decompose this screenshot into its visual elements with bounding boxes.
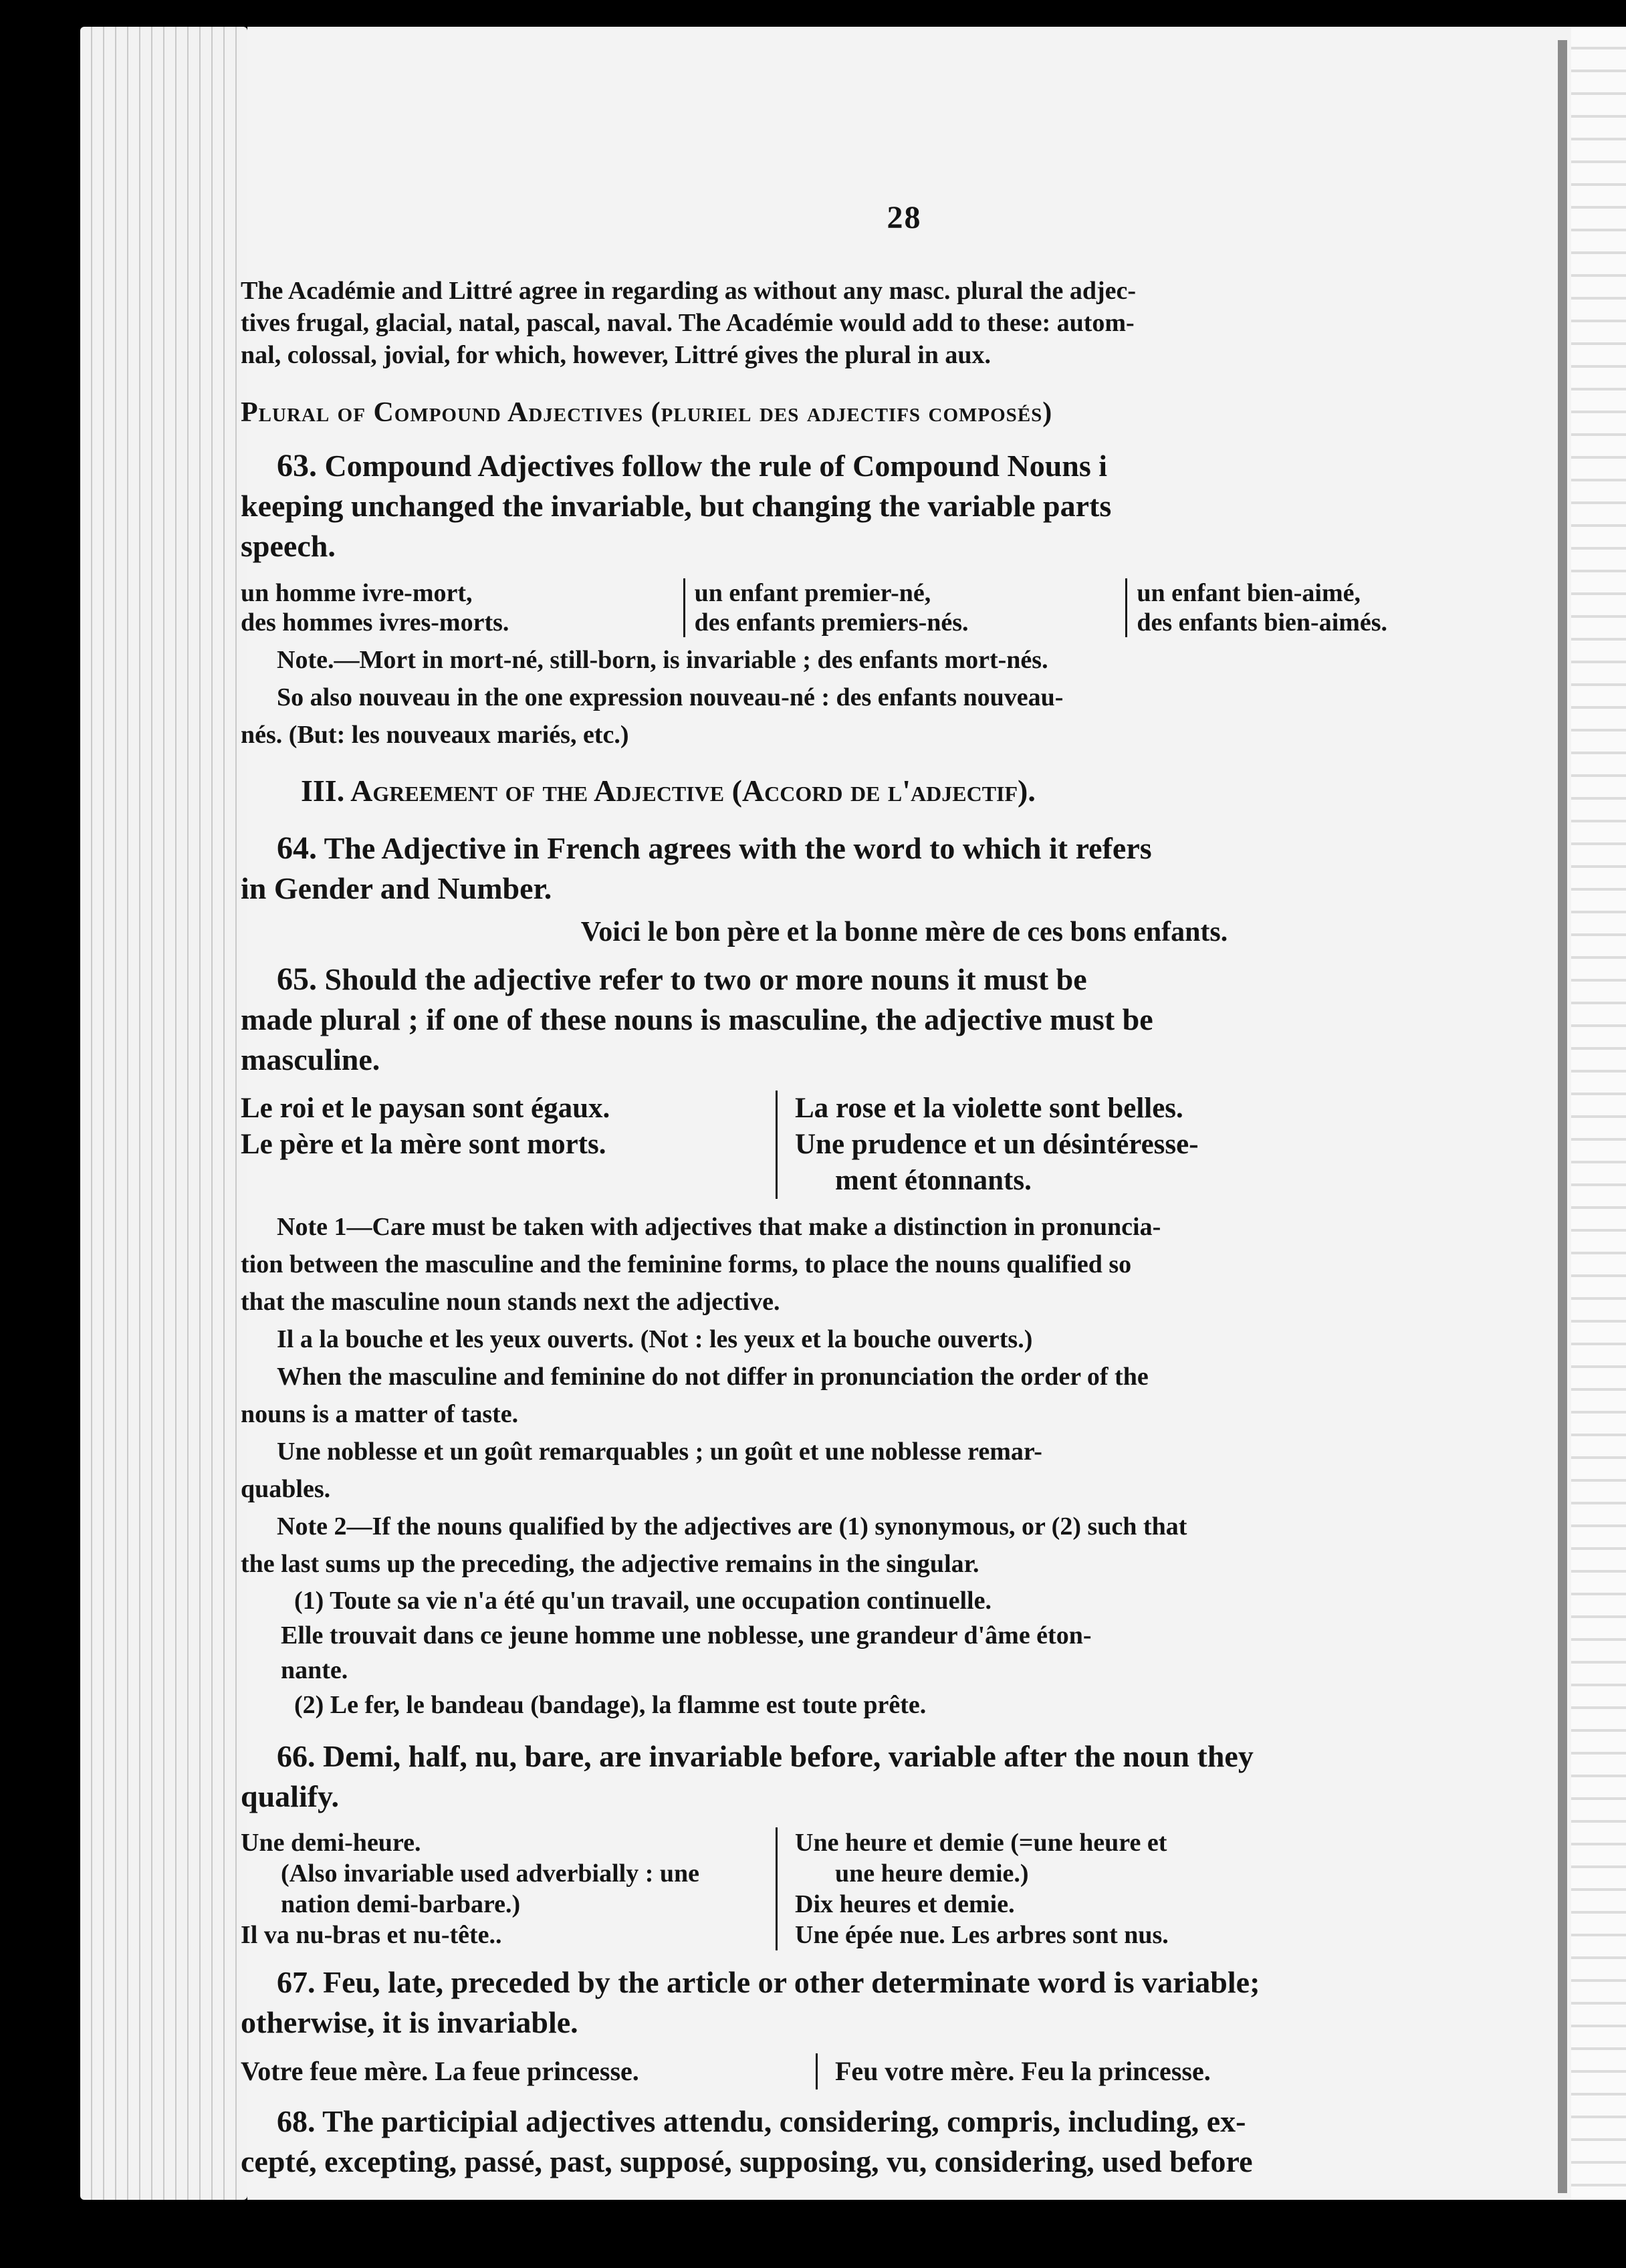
example-line: Une heure et demie (=une heure et: [795, 1829, 1167, 1857]
note-line: Il a la bouche et les yeux ouverts. (Not : les yeux et la bouche ouverts.): [277, 1325, 1033, 1353]
section-heading-iii: III. Agreement of the Adjective (Accord de l'adjectif).: [301, 774, 1036, 808]
paragraph-number: 65.: [277, 961, 317, 997]
example-line: La rose et la violette sont belles.: [795, 1093, 1183, 1124]
paragraph-line: speech.: [241, 529, 336, 563]
paragraph-line: 66. Demi, half, nu, bare, are invariable before, variable after the noun they: [277, 1739, 1254, 1773]
paragraph-line: 68. The participial adjectives attendu, considering, compris, including, ex-: [277, 2104, 1246, 2138]
intro-line: tives frugal, glacial, natal, pascal, naval. The Académie would add to these: autom-: [241, 309, 1135, 337]
example-column-right: [776, 1827, 1568, 1950]
paragraph-63: [241, 446, 1568, 566]
example-column-right: [776, 1091, 1568, 1199]
note-list-item: (1) Toute sa vie n'a été qu'un travail, une occupation continuelle.: [294, 1587, 992, 1615]
note-1: [241, 1211, 1568, 1505]
intro-line: nal, colossal, jovial, for which, however, Littré gives the plural in aux.: [241, 341, 992, 369]
paragraph-line: Should the adjective refer to two or more nouns it must be: [324, 962, 1087, 996]
example-line: un homme ivre-mort,: [241, 579, 473, 607]
note-line: nés. (But: les nouveaux mariés, etc.): [241, 721, 629, 749]
example-line: ment étonnants.: [835, 1165, 1032, 1196]
example-column: [683, 578, 1126, 637]
example-line: Une épée nue. Les arbres sont nus.: [795, 1921, 1169, 1949]
example-left: Votre feue mère. La feue princesse.: [241, 2056, 639, 2086]
examples-63: [241, 578, 1568, 637]
paragraph-68: [241, 2102, 1568, 2182]
example-line: des enfants premiers-nés.: [694, 608, 969, 637]
paragraph-65: [241, 959, 1568, 1080]
example-line: nation demi-barbare.): [281, 1890, 521, 1918]
note-line: Une noblesse et un goût remarquables ; un goût et une noblesse remar-: [277, 1438, 1042, 1466]
note-63: [241, 644, 1568, 751]
example-column: [1125, 578, 1568, 637]
paragraph-line: otherwise, it is invariable.: [241, 2005, 578, 2039]
note-line: Note 2—If the nouns qualified by the adjectives are (1) synonymous, or (2) such that: [277, 1512, 1187, 1541]
page-number: 28: [887, 200, 922, 235]
example-line: Le père et la mère sont morts.: [241, 1129, 606, 1160]
examples-66: [241, 1827, 1568, 1950]
paragraph-line: made plural ; if one of these nouns is masculine, the adjective must be: [241, 1002, 1153, 1036]
paragraph-66: [241, 1736, 1568, 1817]
note-line: Note 1—Care must be taken with adjectives that make a distinction in pronuncia-: [277, 1213, 1161, 1241]
paragraph-number: 64.: [277, 830, 317, 866]
note-line: quables.: [241, 1475, 331, 1503]
example-line: des enfants bien-aimés.: [1137, 608, 1388, 637]
facing-page-edge: [1571, 27, 1626, 2200]
paragraph-line: keeping unchanged the invariable, but changing the variable parts: [241, 489, 1112, 523]
example-line: Le roi et le paysan sont égaux.: [241, 1093, 610, 1124]
example-line: Dix heures et demie.: [795, 1890, 1015, 1918]
example-line: Une prudence et un désintéresse-: [795, 1129, 1199, 1160]
example-column-left: [241, 1827, 776, 1950]
examples-65: [241, 1091, 1568, 1199]
note-2: [241, 1510, 1568, 1720]
example-line: des hommes ivres-morts.: [241, 608, 509, 637]
note-line: tion between the masculine and the feminine forms, to place the nouns qualified so: [241, 1250, 1132, 1278]
note-line: Note.—Mort in mort-né, still-born, is invariable ; des enfants mort-nés.: [277, 646, 1048, 674]
paragraph-line: The Adjective in French agrees with the word to which it refers: [324, 831, 1152, 865]
note-line: the last sums up the preceding, the adjective remains in the singular.: [241, 1550, 979, 1578]
example-line: un enfant bien-aimé,: [1137, 579, 1361, 607]
example-right: Feu votre mère. Feu la princesse.: [816, 2053, 1568, 2089]
note-line: When the masculine and feminine do not differ in pronunciation the order of the: [277, 1363, 1149, 1391]
example-line: Il va nu-bras et nu-tête..: [241, 1921, 502, 1949]
paragraph-line: qualify.: [241, 1779, 340, 1813]
example-line: une heure demie.): [835, 1859, 1029, 1888]
paragraph-line: cepté, excepting, passé, past, supposé, supposing, vu, considering, used before: [241, 2144, 1253, 2178]
note-line: that the masculine noun stands next the adjective.: [241, 1288, 780, 1316]
book-page-edges: [80, 27, 247, 2200]
page-content: [241, 187, 1568, 2178]
example-column-left: [241, 1091, 776, 1199]
examples-67: [241, 2053, 1568, 2089]
note-line: So also nouveau in the one expression nouveau-né : des enfants nouveau-: [277, 683, 1064, 711]
note-line: nouns is a matter of taste.: [241, 1400, 519, 1428]
note-list-item: (2) Le fer, le bandeau (bandage), la flamme est toute prête.: [294, 1691, 927, 1719]
example-line: (Also invariable used adverbially : une: [281, 1859, 699, 1888]
note-list-item: nante.: [281, 1656, 348, 1684]
example-64: Voici le bon père et la bonne mère de ces bons enfants.: [580, 917, 1228, 947]
paragraph-67: [241, 1962, 1568, 2089]
paragraph-number: 63.: [277, 448, 317, 483]
example-line: un enfant premier-né,: [694, 579, 931, 607]
intro-paragraph: [241, 275, 1568, 371]
example-column: [241, 578, 683, 637]
paragraph-line: masculine.: [241, 1042, 380, 1076]
paragraph-64: [241, 828, 1568, 950]
paragraph-line: Compound Adjectives follow the rule of Compound Nouns i: [324, 449, 1108, 483]
paragraph-line: 67. Feu, late, preceded by the article or other determinate word is variable;: [277, 1965, 1260, 1999]
note-list-item: Elle trouvait dans ce jeune homme une noblesse, une grandeur d'âme éton-: [281, 1621, 1092, 1650]
intro-line: The Académie and Littré agree in regarding as without any masc. plural the adjec-: [241, 277, 1137, 305]
example-line: Une demi-heure.: [241, 1829, 421, 1857]
paragraph-line: in Gender and Number.: [241, 871, 552, 905]
heading-plural-compound: Plural of Compound Adjectives (pluriel des adjectifs composés): [241, 397, 1053, 428]
